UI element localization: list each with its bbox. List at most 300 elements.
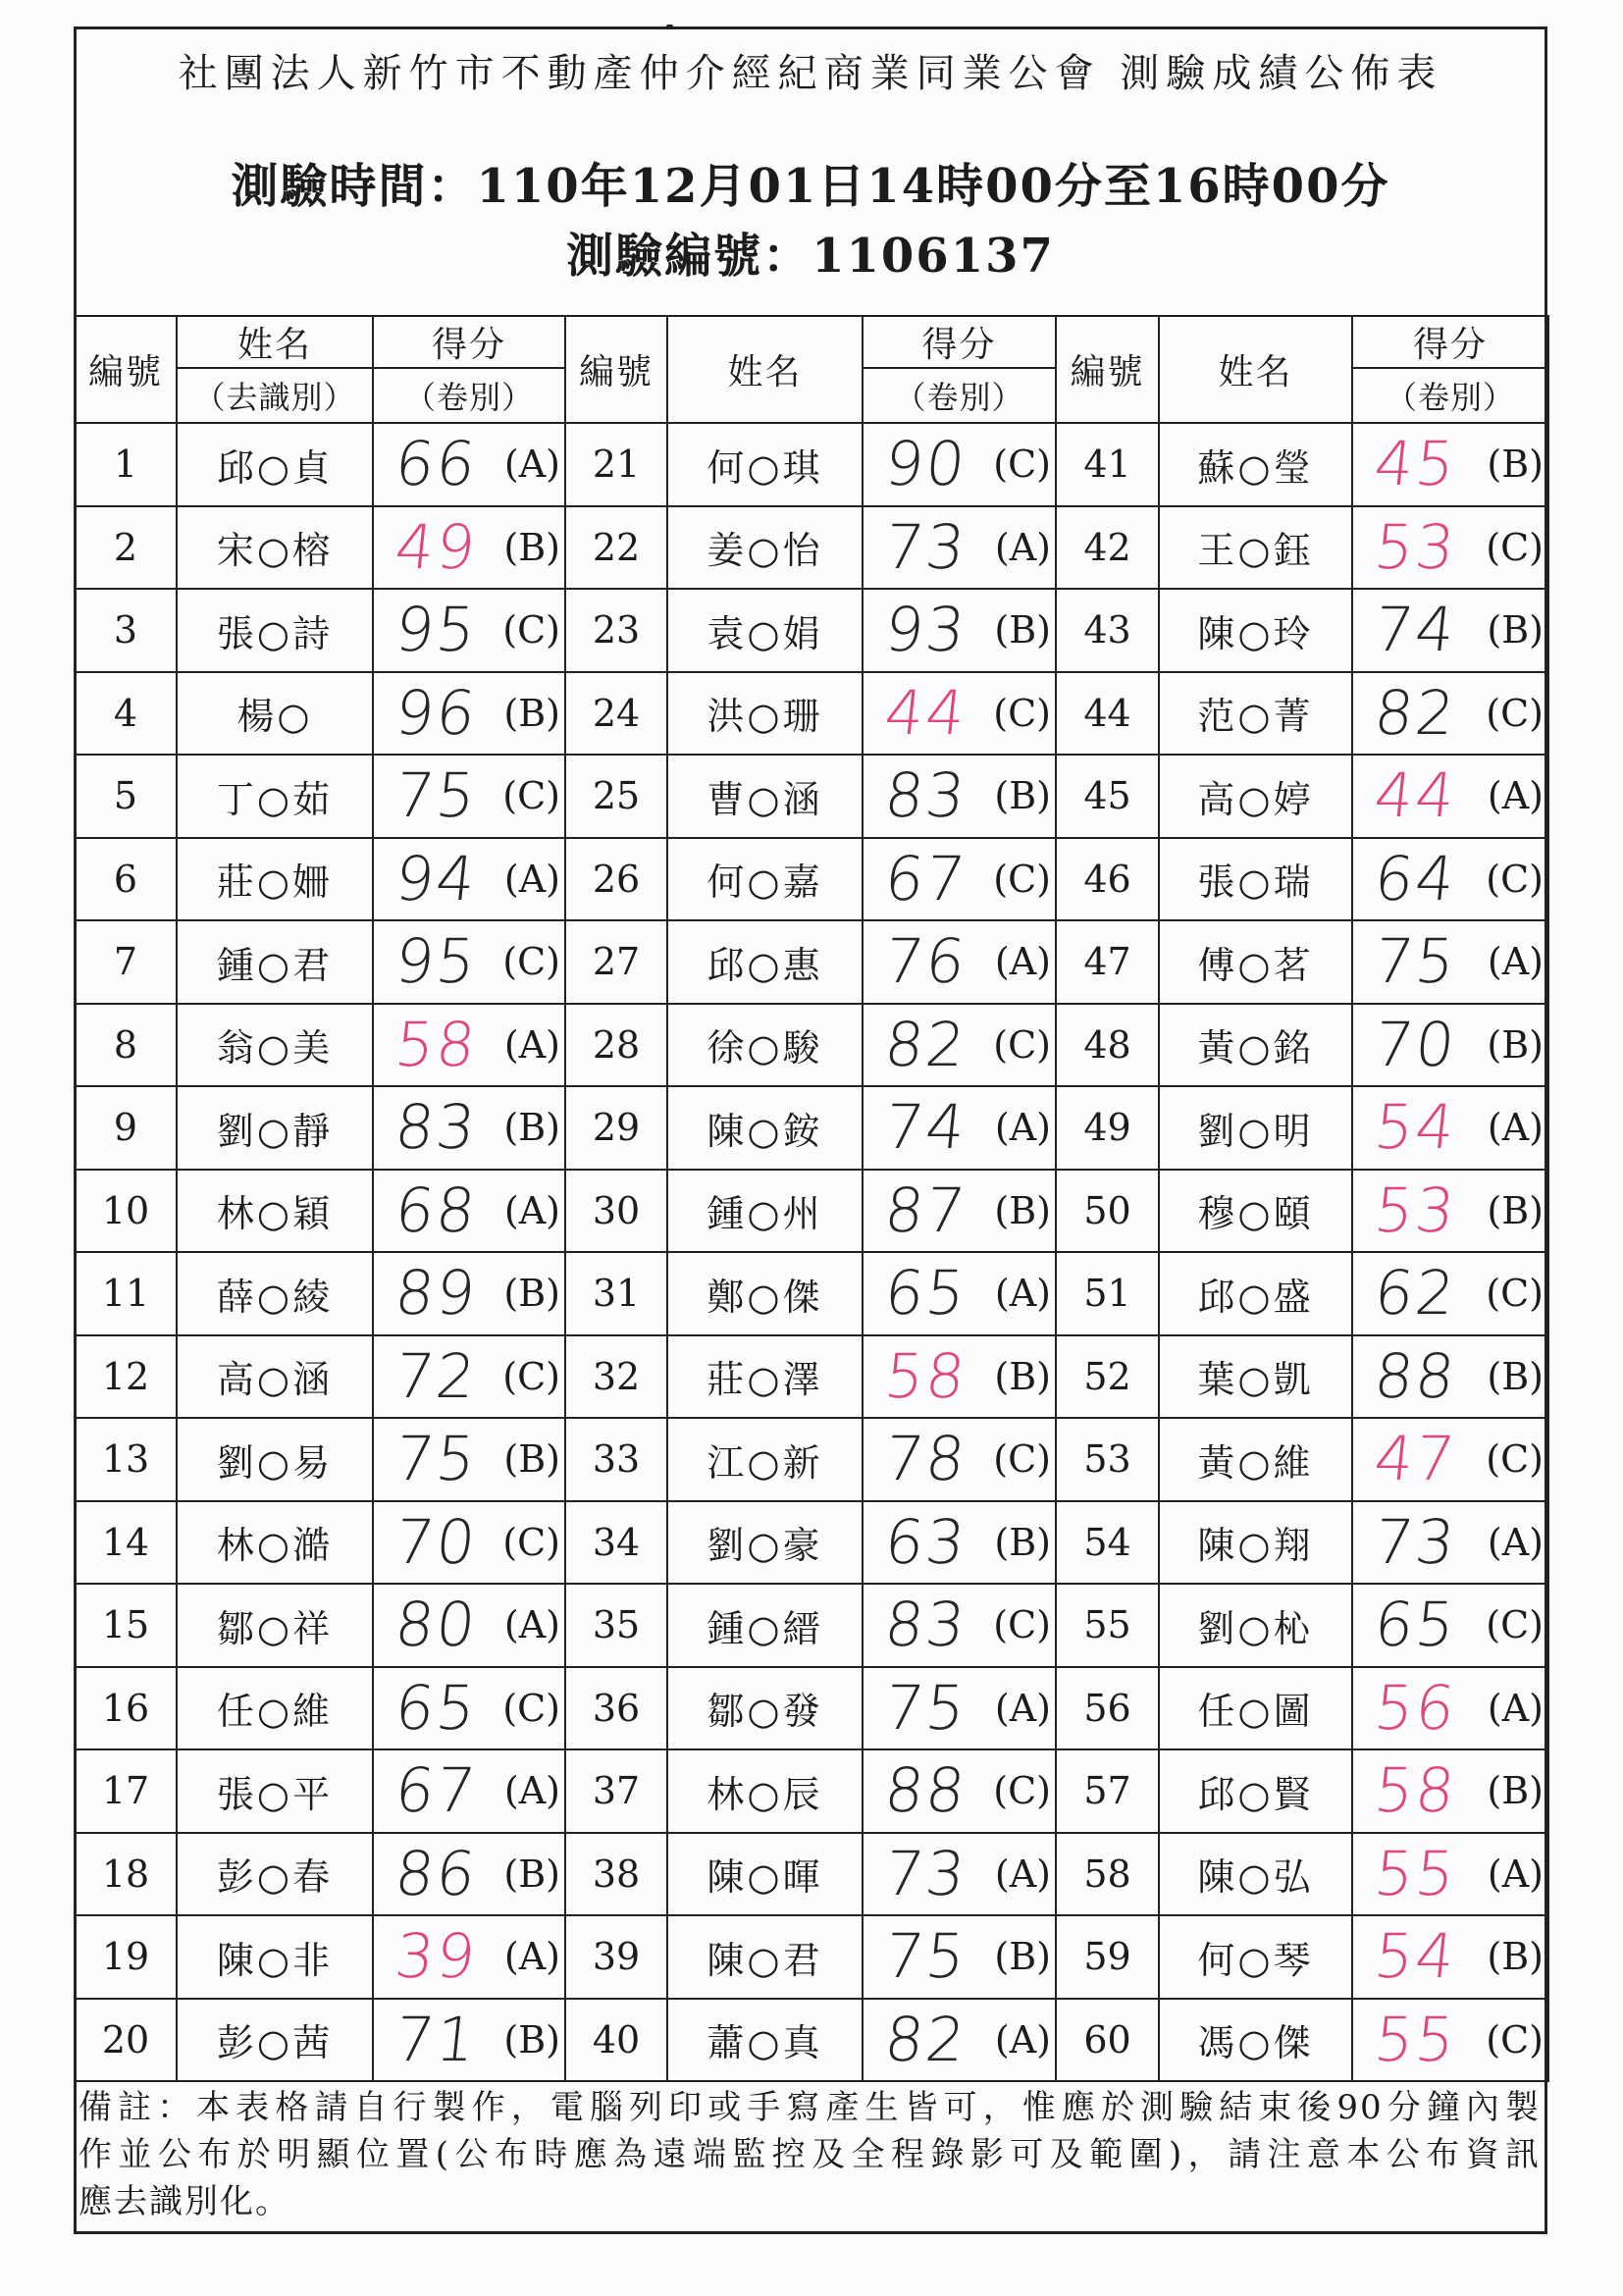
- paper-label: (A): [503, 1769, 560, 1813]
- score-cell: [863, 1584, 1056, 1667]
- examinee-name: 馮○傑: [1159, 1999, 1352, 2082]
- score-cell: [373, 423, 565, 506]
- score-wrap: [1353, 1754, 1547, 1827]
- score-wrap: [1353, 1589, 1547, 1661]
- paper-label: (A): [994, 940, 1051, 984]
- paper-label: (A): [1487, 1520, 1544, 1564]
- score-value: 82: [881, 2003, 970, 2075]
- paper-label: (B): [1487, 1188, 1544, 1232]
- score-wrap: [374, 1423, 564, 1495]
- header-score: 得分: [863, 316, 1056, 368]
- score-value: 67: [392, 1754, 481, 1827]
- table-row: [75, 672, 1548, 756]
- score-wrap: [864, 1257, 1055, 1330]
- score-value: 71: [392, 2003, 481, 2075]
- row-number: 32: [565, 1335, 667, 1419]
- score-value: 47: [1371, 1423, 1460, 1495]
- paper-label: (B): [503, 1437, 560, 1482]
- score-value: 83: [881, 759, 970, 832]
- header-number: 編號: [565, 316, 667, 423]
- examinee-name: 袁○娟: [667, 589, 863, 672]
- paper-label: (C): [993, 1437, 1051, 1482]
- score-cell: [863, 1418, 1056, 1501]
- row-number: 59: [1056, 1915, 1159, 1999]
- score-wrap: [1353, 1423, 1547, 1495]
- score-cell: [373, 920, 565, 1004]
- paper-label: (C): [993, 1022, 1051, 1067]
- row-number: 28: [565, 1004, 667, 1087]
- score-cell: [1352, 1667, 1548, 1750]
- examinee-name: 蕭○真: [667, 1999, 863, 2082]
- examinee-name: 高○涵: [177, 1335, 373, 1419]
- score-cell: [373, 1667, 565, 1750]
- table-row: [75, 1418, 1548, 1501]
- document-title: 社團法人新竹市不動產仲介經紀商業同業公會 測驗成績公佈表: [178, 51, 1443, 96]
- score-cell: [373, 1252, 565, 1335]
- table-header: [75, 316, 1548, 423]
- header-score-sub: （卷別）: [1352, 368, 1548, 423]
- examinee-name: 黃○銘: [1159, 1004, 1352, 1087]
- score-cell: [863, 506, 1056, 590]
- examinee-name: 彭○春: [177, 1833, 373, 1916]
- examinee-name: 陳○弘: [1159, 1833, 1352, 1916]
- score-wrap: [864, 1589, 1055, 1661]
- examinee-name: 邱○貞: [177, 423, 373, 506]
- score-value: 87: [881, 1174, 970, 1246]
- score-wrap: [864, 1174, 1055, 1246]
- table-row: [75, 1749, 1548, 1833]
- score-cell: [863, 423, 1056, 506]
- examinee-name: 穆○頤: [1159, 1170, 1352, 1253]
- remarks-note: [79, 2084, 1541, 2225]
- score-cell: [863, 1086, 1056, 1170]
- paper-label: (B): [1487, 1354, 1544, 1398]
- score-value: 65: [392, 1671, 481, 1744]
- examinee-name: 何○嘉: [667, 838, 863, 921]
- row-number: 46: [1056, 838, 1159, 921]
- score-wrap: [1353, 759, 1547, 832]
- header-row: [75, 316, 1548, 368]
- table-row: [75, 423, 1548, 506]
- header-score-sub: （卷別）: [863, 368, 1056, 423]
- score-cell: [1352, 1833, 1548, 1916]
- examinee-name: 王○鈺: [1159, 506, 1352, 590]
- score-value: 72: [392, 1339, 481, 1412]
- score-cell: [373, 838, 565, 921]
- score-cell: [863, 1170, 1056, 1253]
- row-number: 1: [75, 423, 177, 506]
- score-cell: [863, 1004, 1056, 1087]
- score-cell: [373, 1833, 565, 1916]
- paper-label: (C): [502, 1686, 560, 1730]
- examinee-name: 劉○杺: [1159, 1584, 1352, 1667]
- header-score: 得分: [1352, 316, 1548, 368]
- score-value: 93: [881, 594, 970, 666]
- examinee-name: 鍾○州: [667, 1170, 863, 1253]
- score-cell: [863, 1252, 1056, 1335]
- paper-label: (C): [502, 1354, 560, 1398]
- score-value: 82: [1371, 676, 1460, 749]
- score-cell: [373, 1418, 565, 1501]
- score-wrap: [864, 1754, 1055, 1827]
- paper-label: (A): [503, 1188, 560, 1232]
- score-cell: [1352, 1999, 1548, 2082]
- row-number: 53: [1056, 1418, 1159, 1501]
- score-cell: [373, 1999, 565, 2082]
- score-value: 95: [392, 925, 481, 998]
- row-number: 4: [75, 672, 177, 756]
- score-wrap: [1353, 1339, 1547, 1412]
- paper-label: (B): [503, 691, 560, 735]
- paper-label: (B): [994, 1520, 1051, 1564]
- paper-label: (B): [994, 608, 1051, 652]
- row-number: 43: [1056, 589, 1159, 672]
- row-number: 47: [1056, 920, 1159, 1004]
- score-value: 86: [392, 1837, 481, 1909]
- table-row: [75, 506, 1548, 590]
- paper-label: (A): [994, 1852, 1051, 1896]
- score-cell: [373, 1004, 565, 1087]
- row-number: 26: [565, 838, 667, 921]
- row-number: 27: [565, 920, 667, 1004]
- table-row: [75, 1833, 1548, 1916]
- score-wrap: [1353, 1174, 1547, 1246]
- score-value: 67: [881, 842, 970, 914]
- score-value: 74: [1371, 594, 1460, 666]
- row-number: 38: [565, 1833, 667, 1916]
- score-cell: [1352, 920, 1548, 1004]
- score-cell: [1352, 1170, 1548, 1253]
- examinee-name: 任○圖: [1159, 1667, 1352, 1750]
- score-cell: [863, 672, 1056, 756]
- score-value: 73: [881, 510, 970, 583]
- paper-label: (B): [503, 1106, 560, 1150]
- score-value: 62: [1371, 1257, 1460, 1330]
- examinee-name: 莊○姍: [177, 838, 373, 921]
- row-number: 41: [1056, 423, 1159, 506]
- score-wrap: [374, 1589, 564, 1661]
- score-wrap: [864, 842, 1055, 914]
- score-wrap: [864, 1423, 1055, 1495]
- score-value: 65: [881, 1257, 970, 1330]
- header-name-sub: （去識別）: [177, 368, 373, 423]
- score-cell: [1352, 1252, 1548, 1335]
- score-wrap: [1353, 1671, 1547, 1744]
- remarks-line: 作並公布於明顯位置(公布時應為遠端監控及全程錄影可及範圍)，請注意本公布資訊: [79, 2135, 1541, 2174]
- score-cell: [863, 1667, 1056, 1750]
- paper-label: (C): [1486, 2017, 1544, 2061]
- score-value: 94: [392, 842, 481, 914]
- score-value: 65: [1371, 1589, 1460, 1661]
- paper-label: (C): [1486, 691, 1544, 735]
- score-wrap: [374, 676, 564, 749]
- table-row: [75, 1086, 1548, 1170]
- examinee-name: 林○辰: [667, 1749, 863, 1833]
- row-number: 7: [75, 920, 177, 1004]
- paper-label: (B): [503, 1272, 560, 1316]
- table-row: [75, 1252, 1548, 1335]
- score-wrap: [374, 428, 564, 500]
- row-number: 15: [75, 1584, 177, 1667]
- paper-label: (C): [1486, 1272, 1544, 1316]
- score-value: 75: [392, 1423, 481, 1495]
- paper-label: (B): [1487, 1769, 1544, 1813]
- score-value: 95: [392, 594, 481, 666]
- score-value: 58: [881, 1339, 970, 1412]
- score-value: 96: [392, 676, 481, 749]
- row-number: 25: [565, 755, 667, 838]
- row-number: 31: [565, 1252, 667, 1335]
- score-value: 78: [881, 1423, 970, 1495]
- row-number: 35: [565, 1584, 667, 1667]
- paper-label: (C): [1486, 1603, 1544, 1647]
- score-cell: [863, 589, 1056, 672]
- header-score-sub: （卷別）: [373, 368, 565, 423]
- row-number: 52: [1056, 1335, 1159, 1419]
- remarks-line: 備註：本表格請自行製作，電腦列印或手寫產生皆可，惟應於測驗結束後90分鐘內製: [79, 2088, 1541, 2127]
- score-cell: [863, 1749, 1056, 1833]
- examinee-name: 徐○駿: [667, 1004, 863, 1087]
- examinee-name: 劉○明: [1159, 1086, 1352, 1170]
- score-value: 88: [1371, 1339, 1460, 1412]
- score-wrap: [1353, 925, 1547, 998]
- examinee-name: 楊○: [177, 672, 373, 756]
- table-row: [75, 1004, 1548, 1087]
- row-number: 3: [75, 589, 177, 672]
- score-cell: [863, 920, 1056, 1004]
- score-value: 66: [392, 428, 481, 500]
- table-row: [75, 1915, 1548, 1999]
- row-number: 30: [565, 1170, 667, 1253]
- score-wrap: [374, 842, 564, 914]
- paper-label: (C): [993, 1769, 1051, 1813]
- examinee-name: 黃○維: [1159, 1418, 1352, 1501]
- score-cell: [1352, 1335, 1548, 1419]
- examinee-name: 傅○茗: [1159, 920, 1352, 1004]
- score-cell: [373, 1086, 565, 1170]
- score-cell: [863, 1833, 1056, 1916]
- score-value: 73: [1371, 1505, 1460, 1578]
- paper-label: (B): [1487, 1022, 1544, 1067]
- examinee-name: 鍾○君: [177, 920, 373, 1004]
- paper-label: (A): [994, 1106, 1051, 1150]
- score-value: 68: [392, 1174, 481, 1246]
- score-value: 49: [392, 510, 481, 583]
- examinee-name: 張○詩: [177, 589, 373, 672]
- exam-number: 測驗編號：1106137: [566, 229, 1055, 284]
- row-number: 22: [565, 506, 667, 590]
- examinee-name: 劉○易: [177, 1418, 373, 1501]
- table-row: [75, 1170, 1548, 1253]
- row-number: 2: [75, 506, 177, 590]
- score-value: 83: [881, 1589, 970, 1661]
- score-value: 70: [1371, 1008, 1460, 1080]
- score-cell: [373, 589, 565, 672]
- exam-time: 測驗時間：110年12月01日14時00分至16時00分: [231, 159, 1390, 214]
- score-cell: [1352, 1086, 1548, 1170]
- score-cell: [1352, 1915, 1548, 1999]
- score-wrap: [864, 594, 1055, 666]
- paper-label: (A): [994, 1272, 1051, 1316]
- score-wrap: [864, 1920, 1055, 1993]
- score-wrap: [374, 1671, 564, 1744]
- score-wrap: [374, 2003, 564, 2075]
- paper-label: (B): [503, 525, 560, 569]
- score-cell: [1352, 506, 1548, 590]
- row-number: 23: [565, 589, 667, 672]
- examinee-name: 劉○靜: [177, 1086, 373, 1170]
- examinee-name: 洪○珊: [667, 672, 863, 756]
- examinee-name: 翁○美: [177, 1004, 373, 1087]
- paper-label: (C): [502, 1520, 560, 1564]
- paper-label: (C): [993, 443, 1051, 487]
- paper-label: (A): [1487, 1106, 1544, 1150]
- score-value: 53: [1371, 1174, 1460, 1246]
- row-number: 49: [1056, 1086, 1159, 1170]
- examinee-name: 鄒○祥: [177, 1584, 373, 1667]
- paper-label: (A): [503, 443, 560, 487]
- score-value: 39: [392, 1920, 481, 1993]
- paper-label: (C): [993, 857, 1051, 901]
- examinee-name: 高○婷: [1159, 755, 1352, 838]
- examinee-name: 陳○暉: [667, 1833, 863, 1916]
- paper-label: (C): [993, 1603, 1051, 1647]
- score-cell: [1352, 755, 1548, 838]
- paper-label: (C): [502, 608, 560, 652]
- score-cell: [373, 1170, 565, 1253]
- score-value: 82: [881, 1008, 970, 1080]
- score-cell: [373, 506, 565, 590]
- score-wrap: [864, 759, 1055, 832]
- paper-label: (A): [1487, 1852, 1544, 1896]
- score-value: 58: [392, 1008, 481, 1080]
- paper-label: (A): [503, 1022, 560, 1067]
- score-wrap: [864, 1837, 1055, 1909]
- score-value: 53: [1371, 510, 1460, 583]
- score-wrap: [374, 759, 564, 832]
- score-wrap: [374, 1920, 564, 1993]
- score-cell: [863, 755, 1056, 838]
- table-row: [75, 920, 1548, 1004]
- score-value: 88: [881, 1754, 970, 1827]
- header-number: 編號: [1056, 316, 1159, 423]
- score-cell: [1352, 589, 1548, 672]
- score-wrap: [374, 925, 564, 998]
- paper-label: (A): [1487, 774, 1544, 818]
- score-wrap: [1353, 1091, 1547, 1164]
- paper-label: (C): [993, 691, 1051, 735]
- examinee-name: 陳○玲: [1159, 589, 1352, 672]
- score-value: 55: [1371, 1837, 1460, 1909]
- score-cell: [373, 1335, 565, 1419]
- row-number: 57: [1056, 1749, 1159, 1833]
- paper-label: (B): [994, 1935, 1051, 1979]
- row-number: 42: [1056, 506, 1159, 590]
- score-wrap: [1353, 1920, 1547, 1993]
- score-wrap: [374, 1008, 564, 1080]
- paper-label: (C): [502, 774, 560, 818]
- row-number: 14: [75, 1501, 177, 1585]
- examinee-name: 鄒○發: [667, 1667, 863, 1750]
- examinee-name: 何○琴: [1159, 1915, 1352, 1999]
- score-value: 44: [1371, 759, 1460, 832]
- table-row: [75, 838, 1548, 921]
- score-wrap: [374, 1257, 564, 1330]
- header-name: 姓名: [1159, 316, 1352, 423]
- score-value: 89: [392, 1257, 481, 1330]
- score-wrap: [864, 1339, 1055, 1412]
- score-value: 76: [881, 925, 970, 998]
- score-wrap: [864, 1091, 1055, 1164]
- row-number: 12: [75, 1335, 177, 1419]
- paper-label: (B): [994, 1354, 1051, 1398]
- row-number: 44: [1056, 672, 1159, 756]
- score-cell: [863, 1915, 1056, 1999]
- paper-label: (B): [503, 1852, 560, 1896]
- examinee-name: 張○瑞: [1159, 838, 1352, 921]
- examinee-name: 曹○涵: [667, 755, 863, 838]
- score-value: 74: [881, 1091, 970, 1164]
- examinee-name: 鍾○縉: [667, 1584, 863, 1667]
- row-number: 54: [1056, 1501, 1159, 1585]
- examinee-name: 邱○盛: [1159, 1252, 1352, 1335]
- examinee-name: 任○維: [177, 1667, 373, 1750]
- score-wrap: [1353, 842, 1547, 914]
- row-number: 40: [565, 1999, 667, 2082]
- score-cell: [863, 1501, 1056, 1585]
- row-number: 13: [75, 1418, 177, 1501]
- table-row: [75, 755, 1548, 838]
- score-wrap: [864, 676, 1055, 749]
- examinee-name: 林○穎: [177, 1170, 373, 1253]
- score-cell: [1352, 1004, 1548, 1087]
- row-number: 39: [565, 1915, 667, 1999]
- score-wrap: [864, 1505, 1055, 1578]
- score-wrap: [1353, 1008, 1547, 1080]
- paper-label: (C): [1486, 525, 1544, 569]
- examinee-name: 薛○綾: [177, 1252, 373, 1335]
- score-wrap: [374, 510, 564, 583]
- paper-label: (B): [1487, 608, 1544, 652]
- score-wrap: [1353, 2003, 1547, 2075]
- score-cell: [863, 1999, 1056, 2082]
- examinee-name: 張○平: [177, 1749, 373, 1833]
- staple-mark: [666, 25, 673, 29]
- table-row: [75, 1501, 1548, 1585]
- row-number: 8: [75, 1004, 177, 1087]
- row-number: 45: [1056, 755, 1159, 838]
- score-value: 83: [392, 1091, 481, 1164]
- score-cell: [1352, 1584, 1548, 1667]
- score-value: 55: [1371, 2003, 1460, 2075]
- score-value: 75: [1371, 925, 1460, 998]
- row-number: 48: [1056, 1004, 1159, 1087]
- paper-label: (A): [503, 1935, 560, 1979]
- examinee-name: 鄭○傑: [667, 1252, 863, 1335]
- row-number: 58: [1056, 1833, 1159, 1916]
- header-name: 姓名: [667, 316, 863, 423]
- row-number: 50: [1056, 1170, 1159, 1253]
- score-cell: [373, 1501, 565, 1585]
- score-wrap: [374, 594, 564, 666]
- table-body: [75, 423, 1548, 2081]
- score-value: 73: [881, 1837, 970, 1909]
- paper-label: (B): [1487, 1935, 1544, 1979]
- examinee-name: 范○菁: [1159, 672, 1352, 756]
- table-row: [75, 589, 1548, 672]
- header-number: 編號: [75, 316, 177, 423]
- score-value: 70: [392, 1505, 481, 1578]
